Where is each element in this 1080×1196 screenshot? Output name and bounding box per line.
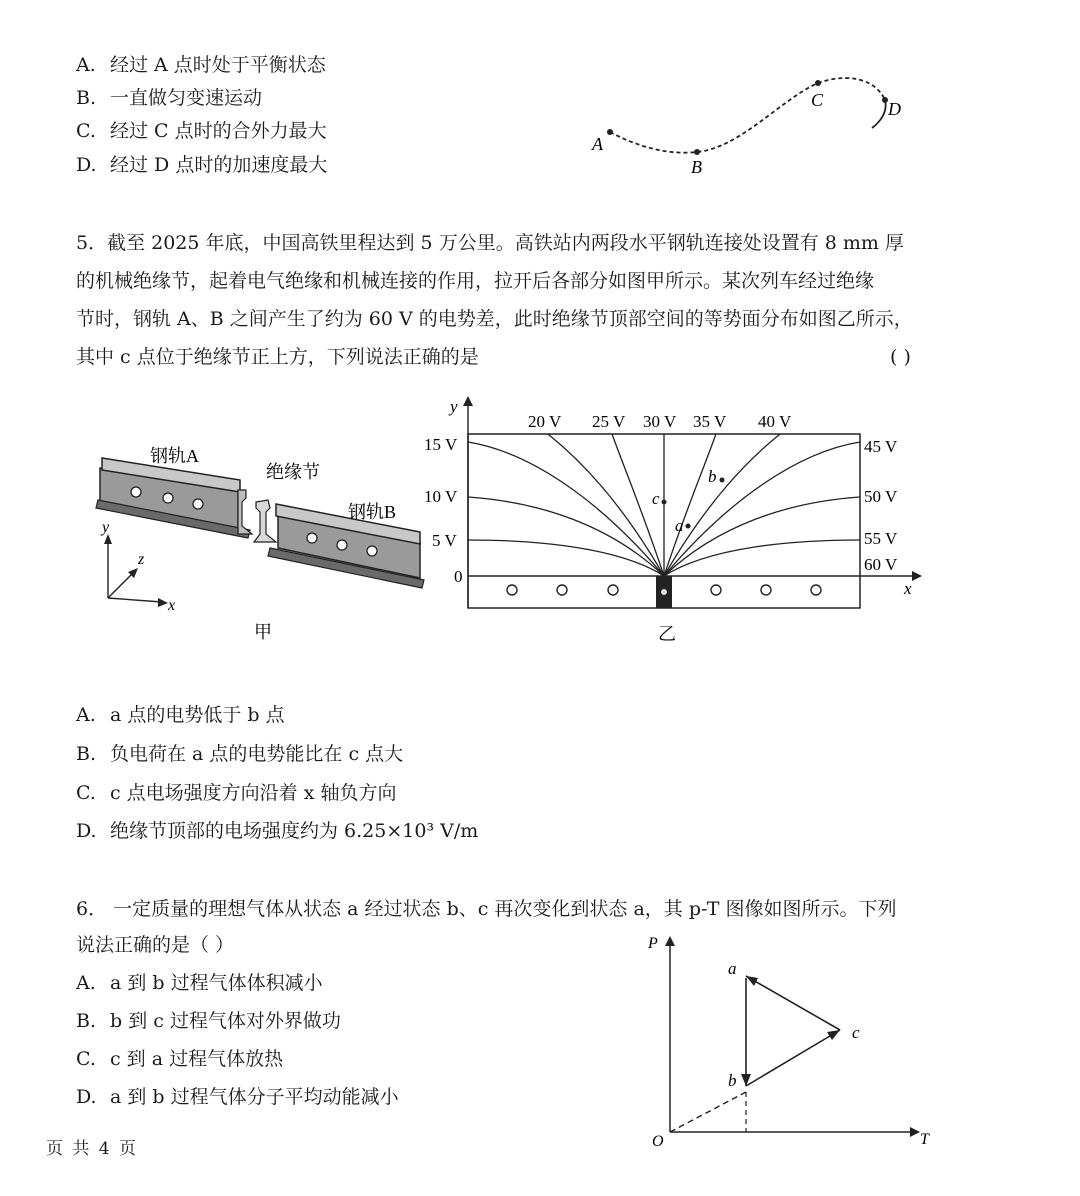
rail-a-hole [193,499,203,509]
yi-hole [507,585,517,595]
pt-segment-bc [746,1030,840,1086]
jia-label-x: x [168,597,176,614]
yi-label-b: b [708,467,717,486]
jia-axis-x [108,598,162,602]
jia-axis-x-arrow [158,598,168,607]
point-c [815,80,821,86]
q6-option-a[interactable]: A. a 到 b 过程气体体积减小 [76,972,323,994]
pt-label-t: T [920,1131,929,1148]
yi-insulator-glow [661,589,667,595]
pt-arrow-bc [827,1030,840,1040]
label-a: A [592,134,603,154]
pt-segment-ca [746,976,840,1030]
rail-a-end-profile [238,490,252,534]
caption-yi: 乙 [658,624,676,644]
q5-option-b[interactable]: B. 负电荷在 a 点的电势能比在 c 点大 [76,743,404,765]
q6-stem-line-1: 6． 一定质量的理想气体从状态 a 经过状态 b、c 再次变化到状态 a，其 p-T 图像如图所示。下列 [76,898,897,920]
q6-stem-line-2: 说法正确的是（ ） [76,934,235,956]
pt-label-c: c [852,1023,860,1042]
yi-top-25v: 25 V [592,412,626,431]
label-rail-a: 钢轨A [150,446,199,466]
equipotential-15v [468,442,664,576]
jia-label-z: z [138,551,145,568]
figure-yi-equipotential [420,390,940,660]
q5-option-c[interactable]: C. c 点电场强度方向沿着 x 轴负方向 [76,782,397,804]
q5-answer-bracket[interactable]: ( ) [890,346,911,368]
insulator-piece [254,500,276,542]
yi-ytick-15: 15 V [424,435,458,454]
rail-b-hole [307,533,317,543]
yi-axis-y-arrow [463,396,473,406]
label-d: D [888,99,901,119]
yi-axis-x-arrow [912,571,922,581]
yi-ytick-10: 10 V [424,487,458,506]
pt-label-o: O [652,1133,664,1150]
q5-stem-line-1: 5．截至 2025 年底，中国高铁里程达到 5 万公里。高铁站内两段水平钢轨连接处设置有 8 mm 厚 [76,232,904,254]
yi-hole [711,585,721,595]
page-footer: 页 共 4 页 [46,1139,139,1159]
q4-option-c[interactable]: C. 经过 C 点时的合外力最大 [76,120,327,142]
q6-option-d[interactable]: D. a 到 b 过程气体分子平均动能减小 [76,1086,399,1108]
jia-label-y: y [102,519,110,536]
label-rail-b: 钢轨B [348,502,397,522]
equipotential-40v [664,434,780,576]
q4-option-b[interactable]: B. 一直做匀变速运动 [76,87,263,109]
yi-hole [761,585,771,595]
trajectory-end-hook [872,100,886,128]
q4-option-a[interactable]: A. 经过 A 点时处于平衡状态 [76,54,326,76]
yi-top-30v: 30 V [643,412,677,431]
yi-right-55v: 55 V [864,529,898,548]
equipotential-50v [664,497,860,576]
equipotential-20v [548,434,664,576]
yi-hole [811,585,821,595]
q5-stem-line-4: 其中 c 点位于绝缘节正上方，下列说法正确的是 [76,346,479,368]
equipotential-10v [468,497,664,576]
label-b: B [691,157,702,177]
point-b [694,149,700,155]
yi-label-y: y [450,397,458,416]
yi-point-b [720,478,725,483]
pt-label-a: a [728,959,737,978]
q5-stem-line-3: 节时，钢轨 A、B 之间产生了约为 60 V 的电势差，此时绝缘节顶部空间的等势面分布如图乙所示， [76,308,913,330]
jia-axis-z [108,572,134,598]
q6-option-b[interactable]: B. b 到 c 过程气体对外界做功 [76,1010,341,1032]
label-insulator: 绝缘节 [266,462,320,482]
yi-point-a [686,524,691,529]
pt-label-b: b [728,1071,737,1090]
rail-a-hole [163,493,173,503]
q6-option-c[interactable]: C. c 到 a 过程气体放热 [76,1048,284,1070]
yi-ytick-5: 5 V [432,531,457,550]
yi-right-60v: 60 V [864,555,898,574]
q5-option-a[interactable]: A. a 点的电势低于 b 点 [76,704,285,726]
yi-origin: 0 [454,567,463,586]
q5-stem-line-2: 的机械绝缘节，起着电气绝缘和机械连接的作用，拉开后各部分如图甲所示。某次列车经过绝缘 [76,270,875,292]
pt-axis-p-arrow [665,936,675,946]
yi-top-40v: 40 V [758,412,792,431]
yi-label-c: c [652,489,660,508]
rail-b-hole [367,546,377,556]
rail-a-hole [131,487,141,497]
q4-option-d[interactable]: D. 经过 D 点时的加速度最大 [76,154,328,176]
rail-b-hole [337,540,347,550]
caption-jia: 甲 [254,622,272,642]
pt-dashed-line [670,1092,746,1132]
figure-jia-rails [90,430,435,650]
yi-label-a: a [675,516,684,535]
label-c: C [811,90,824,110]
equipotential-45v [664,442,860,576]
q5-option-d[interactable]: D. 绝缘节顶部的电场强度约为 6.25×10³ V/m [76,820,479,842]
yi-right-50v: 50 V [864,487,898,506]
trajectory-curve [610,78,885,153]
pt-axis-t-arrow [910,1127,920,1137]
pt-arrow-ca [746,976,758,986]
yi-top-35v: 35 V [693,412,727,431]
point-a [607,129,613,135]
yi-point-c [662,500,667,505]
yi-top-20v: 20 V [528,412,562,431]
yi-hole [608,585,618,595]
equipotential-5v [468,540,664,576]
equipotential-55v [664,540,860,576]
yi-hole [557,585,567,595]
yi-right-45v: 45 V [864,437,898,456]
yi-label-x: x [904,579,912,598]
q6-pt-graph [640,928,940,1158]
pt-label-p: P [648,935,658,952]
q4-trajectory-figure [580,60,920,190]
